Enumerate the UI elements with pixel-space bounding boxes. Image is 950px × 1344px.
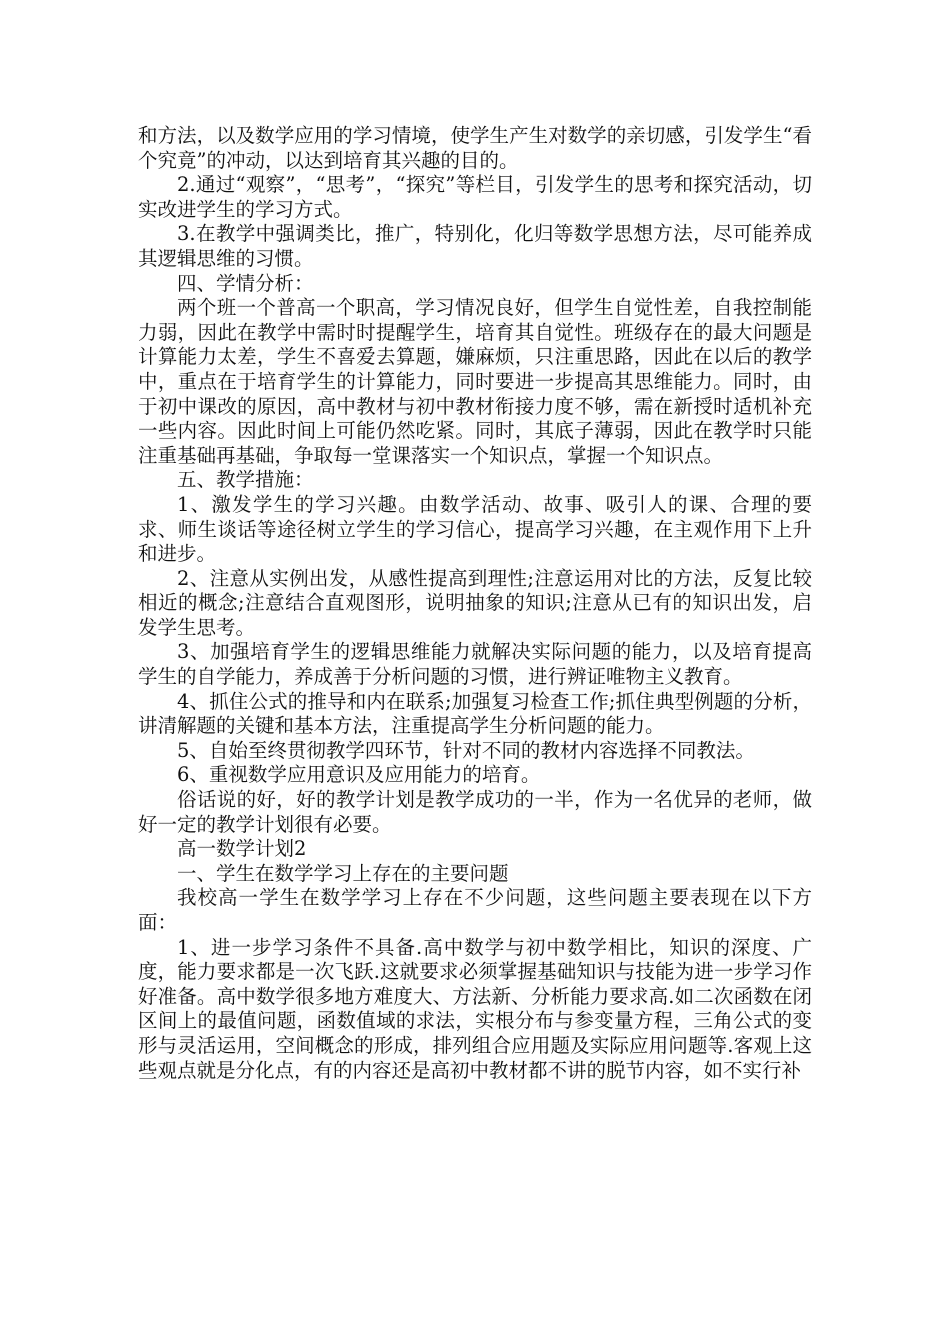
measure-item-3: 3、加强培育学生的逻辑思维能力就解决实际问题的能力，以及培育提高学生的自学能力，养成善于分析问题的习惯，进行辨证唯物主义教育。 (138, 640, 812, 689)
measure-item-1: 1、激发学生的学习兴趣。由数学活动、故事、吸引人的课、合理的要求、师生谈话等途径树立学生的学习信心，提高学习兴趣，在主观作用下上升和进步。 (138, 492, 812, 566)
problem-item-1: 1、进一步学习条件不具备.高中数学与初中数学相比，知识的深度、广度，能力要求都是一次飞跃.这就要求必须掌握基础知识与技能为进一步学习作好准备。高中数学很多地方难度大、方法新、分析能力要求高.如二次函数在闭区间上的最值问题，函数值域的求法，实根分布与参变量方程，三角公式的变形与灵活运用，空间概念的形成，排列组合应用题及实际应用问题等.客观上这些观点就是分化点，有的内容还是高初中教材都不讲的脱节内容，如不实行补 (138, 935, 812, 1082)
measure-item-4: 4、抓住公式的推导和内在联系;加强复习检查工作;抓住典型例题的分析，讲清解题的关键和基本方法，注重提高学生分析问题的能力。 (138, 689, 812, 738)
paragraph-1: 和方法，以及数学应用的学习情境，使学生产生对数学的亲切感，引发学生“看个究竟”的冲动，以达到培育其兴趣的目的。 (138, 124, 812, 172)
paragraph-2: 2.通过“观察”，“思考”，“探究”等栏目，引发学生的思考和探究活动，切实改进学生的学习方式。 (138, 173, 812, 221)
measure-item-2: 2、注意从实例出发，从感性提高到理性;注意运用对比的方法，反复比较相近的概念;注意结合直观图形，说明抽象的知识;注意从已有的知识出发，启发学生思考。 (138, 566, 812, 639)
closing-paragraph: 俗话说的好，好的教学计划是教学成功的一半，作为一名优异的老师，做好一定的教学计划很有必要。 (138, 788, 812, 836)
paragraph-3: 3.在教学中强调类比，推广，特别化，化归等数学思想方法，尽可能养成其逻辑思维的习惯。 (138, 222, 812, 270)
section-heading-1: 一、学生在数学学习上存在的主要问题 (177, 861, 509, 885)
paragraph-intro: 我校高一学生在数学学习上存在不少问题，这些问题主要表现在以下方面： (138, 886, 812, 934)
plan-2-title: 高一数学计划2 (177, 837, 307, 861)
measure-item-6: 6、重视数学应用意识及应用能力的培育。 (177, 763, 541, 787)
paragraph-5: 两个班一个普高一个职高，学习情况良好，但学生自觉性差，自我控制能力弱，因此在教学中需时时提醒学生，培育其自觉性。班级存在的最大问题是计算能力太差，学生不喜爱去算题，嫌麻烦，只注重思路，因此在以后的教学中，重点在于培育学生的计算能力，同时要进一步提高其思维能力。同时，由于初中课改的原因，高中教材与初中教材衔接力度不够，需在新授时适机补充一些内容。因此时间上可能仍然吃紧。同时，其底子薄弱，因此在教学时只能注重基础再基础，争取每一堂课落实一个知识点，掌握一个知识点。 (138, 296, 812, 467)
section-heading-4: 四、学情分析： (177, 271, 314, 295)
measure-item-5: 5、自始至终贯彻教学四环节，针对不同的教材内容选择不同教法。 (177, 738, 755, 762)
document-body (138, 124, 812, 1083)
section-heading-5: 五、教学措施： (177, 468, 314, 492)
